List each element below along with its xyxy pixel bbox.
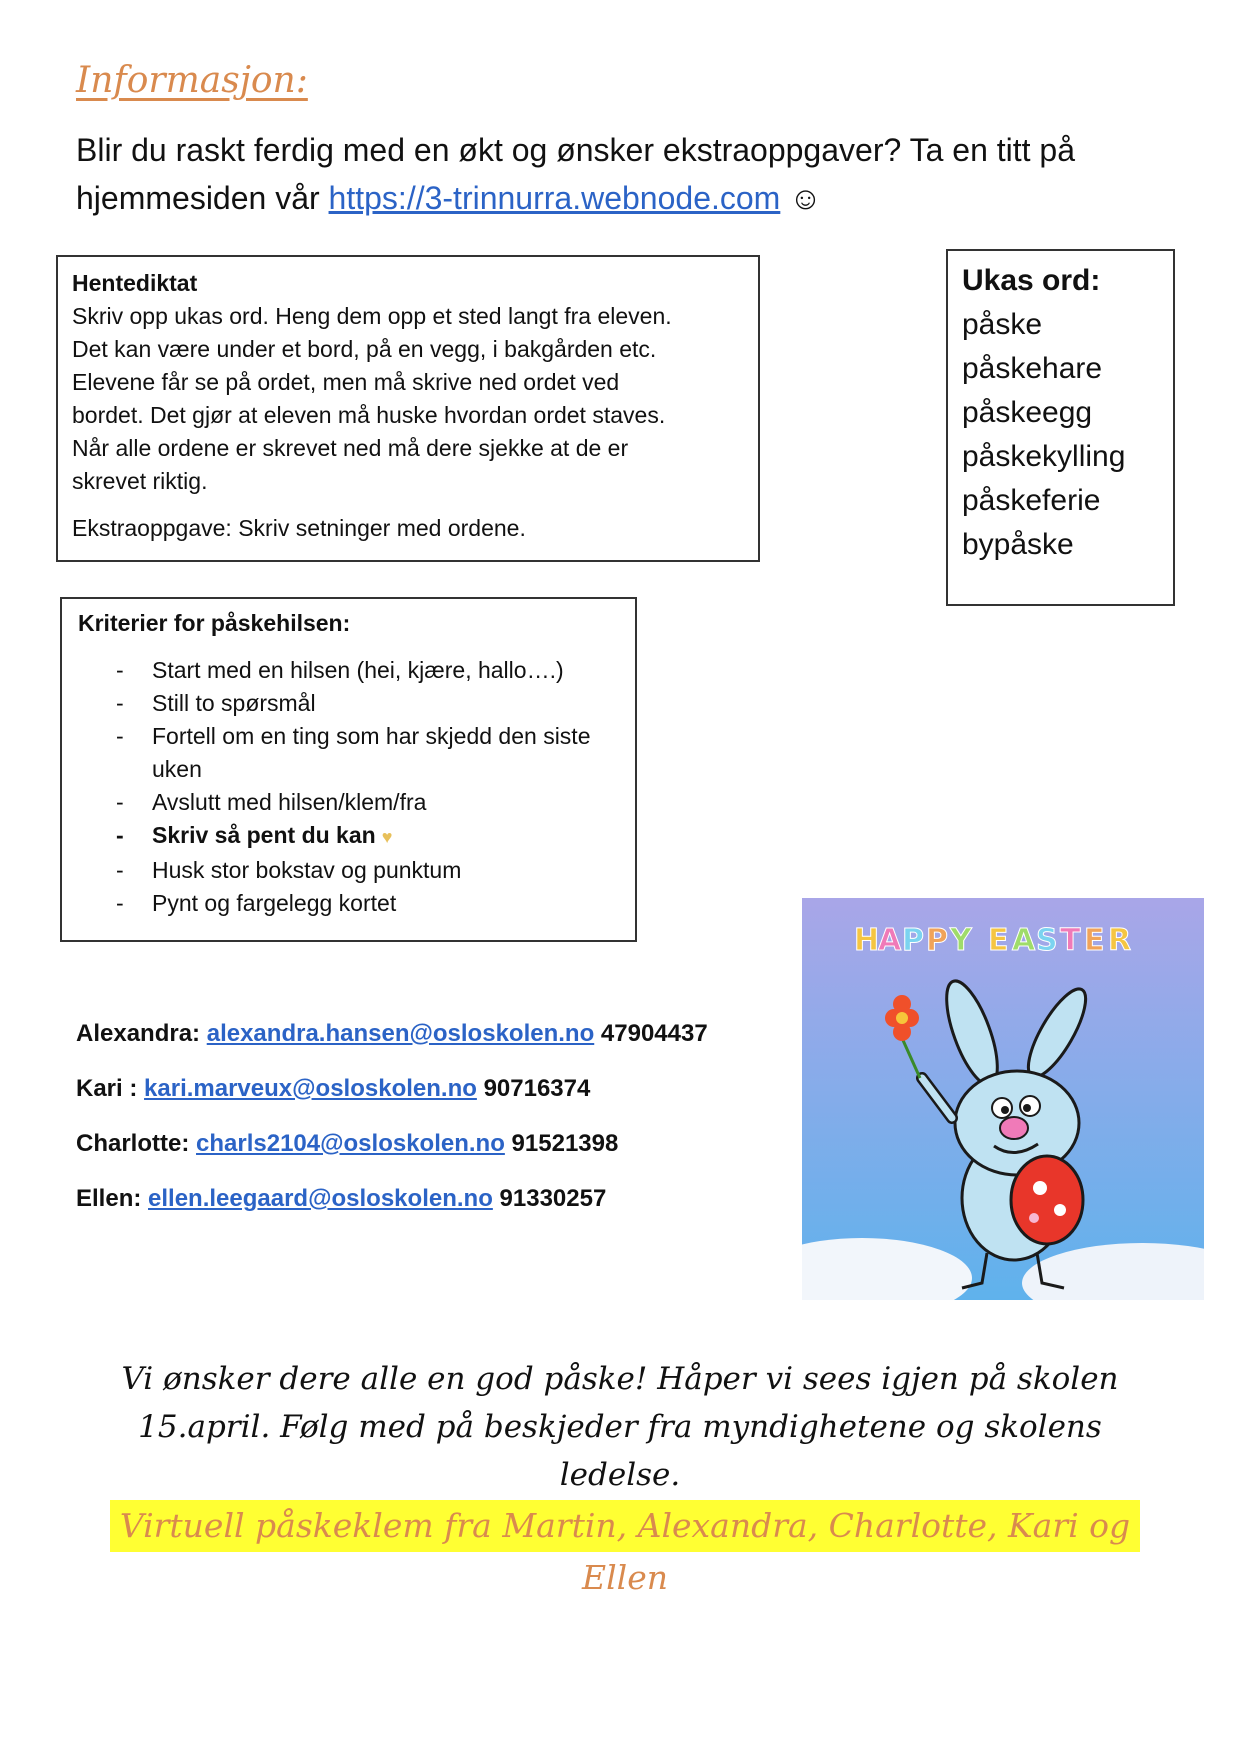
- kriterie-item: - Start med en hilsen (hei, kjære, hallo….): [78, 654, 619, 687]
- contact-row: [76, 1130, 708, 1185]
- word-item: påskekylling: [962, 440, 1126, 473]
- contact-email-link[interactable]: kari.marveux@osloskolen.no: [144, 1075, 477, 1102]
- page-heading: Informasjon:: [76, 60, 308, 101]
- virtual-hug-banner: Virtuell påskeklem fra Martin, Alexandra, Charlotte, Kari og Ellen: [110, 1500, 1140, 1552]
- banner-letter: A: [878, 923, 902, 958]
- contact-name: Charlotte:: [76, 1130, 190, 1157]
- homepage-link[interactable]: https://3-trinnurra.webnode.com: [328, 180, 781, 216]
- contact-email-link[interactable]: alexandra.hansen@osloskolen.no: [206, 1020, 595, 1047]
- banner-letter: E: [988, 923, 1009, 958]
- banner-letter: A: [1012, 923, 1036, 958]
- kriterie-item: - Husk stor bokstav og punktum: [78, 854, 619, 887]
- word-item: påskeegg: [962, 396, 1093, 429]
- hentediktat-line: skrevet riktig.: [72, 468, 208, 494]
- contact-row: [76, 1185, 708, 1240]
- heart-icon: ♥: [381, 827, 393, 847]
- happy-easter-banner: [854, 923, 1131, 958]
- hentediktat-title: Hentediktat: [72, 270, 198, 296]
- kriterie-item: - Fortell om en ting som har skjedd den siste uken: [78, 720, 619, 786]
- happy-easter-illustration: [802, 898, 1204, 1300]
- word-item: påske: [962, 308, 1043, 341]
- hentediktat-line: bordet. Det gjør at eleven må huske hvordan ordet staves.: [72, 402, 666, 428]
- smiley-icon: ☺: [789, 180, 822, 216]
- word-item: bypåske: [962, 528, 1074, 561]
- contact-phone: 91521398: [511, 1130, 619, 1157]
- word-item: påskehare: [962, 352, 1103, 385]
- kriterier-box: [60, 597, 637, 942]
- banner-letter: P: [902, 923, 924, 958]
- contact-phone: 91330257: [499, 1185, 607, 1212]
- word-item: påskeferie: [962, 484, 1101, 517]
- kriterie-item: - Still to spørsmål: [78, 687, 619, 720]
- ukas-ord-title: Ukas ord:: [962, 264, 1101, 297]
- hentediktat-line: Elevene får se på ordet, men må skrive ned ordet ved: [72, 369, 620, 395]
- contact-name: Kari :: [76, 1075, 138, 1102]
- contact-phone: 90716374: [483, 1075, 591, 1102]
- hentediktat-extra: Ekstraoppgave: Skriv setninger med ordene.: [72, 515, 526, 541]
- kriterie-item: [78, 819, 619, 854]
- banner-letter: P: [926, 923, 948, 958]
- banner-letter: H: [854, 923, 880, 958]
- ukas-ord-box: [946, 249, 1175, 606]
- contact-name: Ellen:: [76, 1185, 142, 1212]
- kriterier-title: Kriterier for påskehilsen:: [78, 610, 351, 636]
- contact-row: [76, 1020, 708, 1075]
- contact-list: [76, 1020, 708, 1240]
- closing-message: Vi ønsker dere alle en god påske! Håper vi sees igjen på skolen 15.april. Følg med på beskjeder fra myndighetene og skolens ledelse.: [121, 1361, 1119, 1493]
- easter-egg-icon: [1011, 1156, 1083, 1244]
- contact-email-link[interactable]: ellen.leegaard@osloskolen.no: [148, 1185, 493, 1212]
- banner-letter: Y: [950, 923, 972, 958]
- hentediktat-box: [56, 255, 760, 562]
- banner-letter: T: [1060, 923, 1081, 958]
- contact-name: Alexandra:: [76, 1020, 201, 1047]
- contact-phone: 47904437: [600, 1020, 708, 1047]
- intro-paragraph: [76, 126, 1166, 222]
- contact-email-link[interactable]: charls2104@osloskolen.no: [196, 1130, 505, 1157]
- hentediktat-line: Når alle ordene er skrevet ned må dere sjekke at de er: [72, 435, 629, 461]
- banner-letter: S: [1036, 923, 1058, 958]
- kriterier-list: [78, 654, 619, 920]
- kriterie-item: - Avslutt med hilsen/klem/fra: [78, 786, 619, 819]
- intro-text: Blir du raskt ferdig med en økt og ønsker ekstraoppgaver? Ta en titt på hjemmesiden vår: [76, 132, 1076, 216]
- kriterie-text: Skriv så pent du kan: [152, 822, 376, 848]
- banner-letter: E: [1084, 923, 1105, 958]
- banner-letter: R: [1108, 923, 1132, 958]
- hentediktat-line: Skriv opp ukas ord. Heng dem opp et sted langt fra eleven.: [72, 303, 672, 329]
- kriterie-item: - Pynt og fargelegg kortet: [78, 887, 619, 920]
- contact-row: [76, 1075, 708, 1130]
- hentediktat-line: Det kan være under et bord, på en vegg, i bakgården etc.: [72, 336, 657, 362]
